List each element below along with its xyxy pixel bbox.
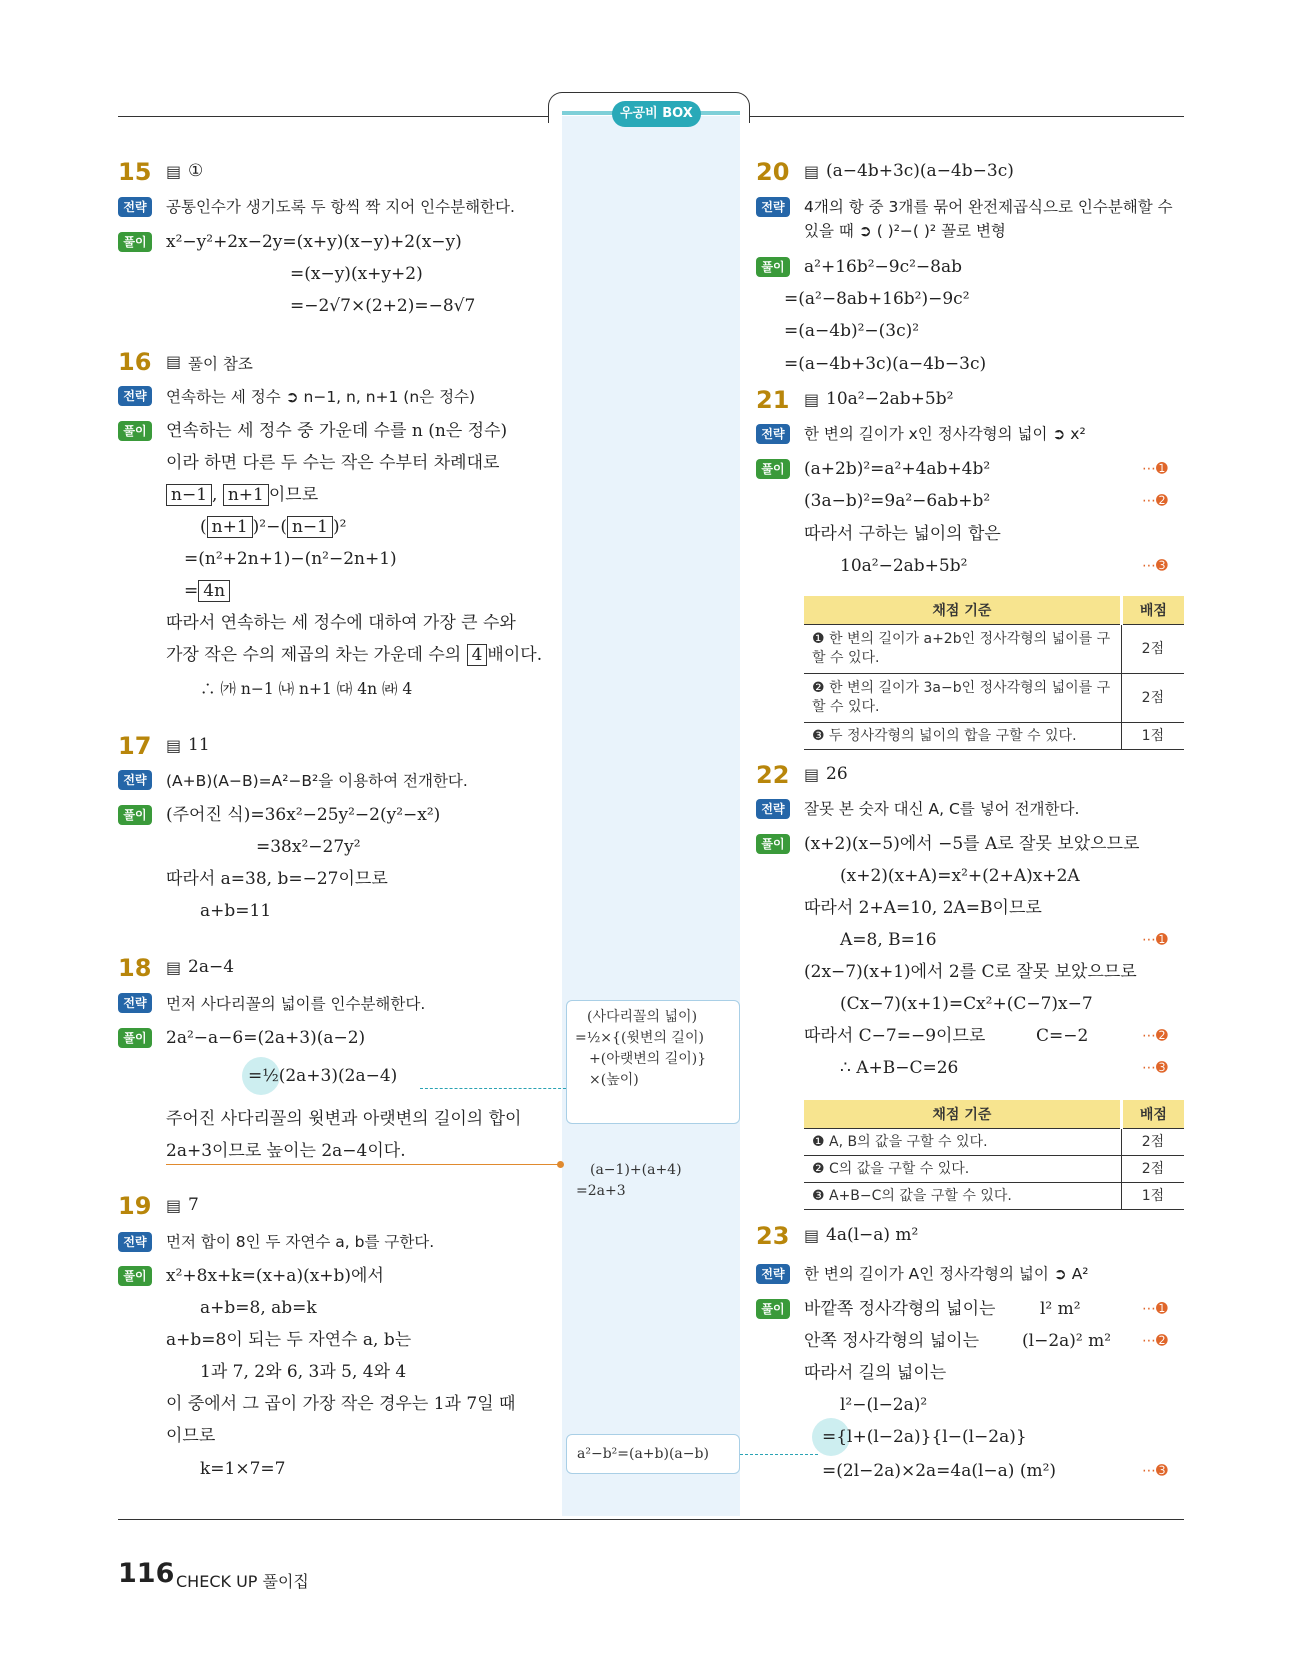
solution-tag: 풀이 [756,1299,790,1319]
q23-line-4: (l−2a)² m² [1022,1331,1112,1351]
strategy-20-line-1: 4개의 항 중 3개를 묶어 완전제곱식으로 인수분해할 수 [804,198,1173,216]
answer-19: 7 [188,1195,199,1215]
step-marker-2: ⋯➋ [1142,493,1168,509]
q16-conclusion: ∴ ㈎ n−1 ㈏ n+1 ㈐ 4n ㈑ 4 [200,680,413,698]
table-cell-criteria: ❷ 한 변의 길이가 3a−b인 정사각형의 넓이를 구할 수 있다. [804,674,1121,723]
q19-line-2: a+b=8, ab=k [200,1298,317,1318]
strategy-21: 한 변의 길이가 x인 정사각형의 넓이 ➲ x² [804,425,1086,443]
sidenote-line: =2a+3 [576,1183,626,1199]
q19-line-1: x²+8x+k=(x+a)(x+b)에서 [166,1266,384,1286]
blank-box: n−1 [166,484,212,506]
sidenote-difference-of-squares: a²−b²=(a+b)(a−b) [566,1434,740,1474]
q23-line-5: 따라서 길의 넓이는 [804,1363,947,1383]
strategy-tag: 전략 [756,424,790,444]
strategy-tag: 전략 [756,799,790,819]
scoring-table-21 [804,596,1184,750]
q21-line-4: 10a²−2ab+5b² [840,556,968,576]
solution-tag: 풀이 [118,1028,152,1048]
q17-line-1: (주어진 식)=36x²−25y²−2(y²−x²) [166,805,441,825]
table-header-points: 배점 [1121,1100,1184,1129]
footer-title: CHECK UP 풀이집 [176,1572,309,1591]
table-cell-points: 1점 [1121,723,1184,750]
q17-line-2: =38x²−27y² [256,837,361,857]
question-number-23: 23 [756,1222,790,1250]
table-header-criteria: 채점 기준 [804,596,1121,625]
q20-line-2: =(a²−8ab+16b²)−9c² [784,289,970,309]
sidenote-line: ×(높이) [589,1072,639,1088]
q19-line-6: 이므로 [166,1426,216,1446]
solution-tag: 풀이 [118,805,152,825]
q15-line-2: =(x−y)(x+y+2) [290,264,423,284]
q16-line-3: n−1 , n+1 이므로 [166,484,318,506]
q23-line-8: =(2l−2a)×2a=4a(l−a) (m²) [822,1461,1057,1481]
strategy-tag: 전략 [118,386,152,406]
strategy-22: 잘못 본 숫자 대신 A, C를 넣어 전개한다. [804,800,1080,818]
step-marker-1: ⋯➊ [1142,461,1168,477]
q23-line-6: l²−(l−2a)² [840,1395,928,1415]
table-cell-points: 1점 [1121,1183,1184,1210]
q20-line-3: =(a−4b)²−(3c)² [784,321,920,341]
box-label: 우공비 BOX [612,101,701,127]
answer-mark-icon: ▤ [166,736,182,755]
table-row [804,625,1184,674]
question-number-16: 16 [118,348,152,376]
table-row [804,674,1184,723]
table-header-criteria: 채점 기준 [804,1100,1121,1129]
orange-connector [166,1164,562,1165]
answer-22: 26 [826,764,848,784]
question-number-20: 20 [756,158,790,186]
answer-mark-icon: ▤ [804,1226,820,1245]
answer-mark-icon: ▤ [166,352,182,371]
step-marker-3: ⋯➌ [1142,558,1168,574]
table-cell-criteria: ❷ C의 값을 구할 수 있다. [804,1156,1121,1183]
sidenote-line: (사다리꼴의 넓이) [587,1009,698,1025]
strategy-16: 연속하는 세 정수 ➲ n−1, n, n+1 (n은 정수) [166,388,476,406]
answer-21: 10a²−2ab+5b² [826,389,954,409]
q16-line-5: =(n²+2n+1)−(n²−2n+1) [184,549,397,569]
table-row [804,723,1184,750]
q16-line-1: 연속하는 세 정수 중 가운데 수를 n (n은 정수) [166,421,508,441]
dashed-connector [740,1454,818,1455]
answer-16: 풀이 참조 [188,355,253,373]
table-header-points: 배점 [1121,596,1184,625]
q20-line-1: a²+16b²−9c²−8ab [804,257,962,277]
strategy-tag: 전략 [756,1264,790,1284]
blank-box: 4 [467,644,488,666]
sidenote-trapezoid [566,1000,740,1124]
q21-line-3: 따라서 구하는 넓이의 합은 [804,524,1001,544]
q22-line-3: 따라서 2+A=10, 2A=B이므로 [804,898,1042,918]
table-cell-criteria: ❸ 두 정사각형의 넓이의 합을 구할 수 있다. [804,723,1121,750]
strategy-tag: 전략 [118,993,152,1013]
question-number-19: 19 [118,1192,152,1220]
answer-23: 4a(l−a) m² [826,1225,919,1245]
answer-15: ① [188,161,204,181]
table-cell-points: 2점 [1121,625,1184,674]
q19-line-7: k=1×7=7 [200,1459,286,1479]
q21-line-2: (3a−b)²=9a²−6ab+b² [804,491,991,511]
q22-line-2: (x+2)(x+A)=x²+(2+A)x+2A [840,866,1080,886]
answer-18: 2a−4 [188,957,235,977]
table-cell-points: 2점 [1121,1129,1184,1156]
sidenote-line: =½×{(윗변의 길이) [575,1030,704,1046]
q19-line-3: a+b=8이 되는 두 자연수 a, b는 [166,1330,412,1350]
solution-tag: 풀이 [756,257,790,277]
q20-line-4: =(a−4b+3c)(a−4b−3c) [784,354,987,374]
blank-box: n+1 [223,484,269,506]
answer-mark-icon: ▤ [804,390,820,409]
q22-line-6: (Cx−7)(x+1)=Cx²+(C−7)x−7 [840,994,1093,1014]
sidenote-line: (a−1)+(a+4) [590,1162,682,1178]
table-cell-criteria: ❶ 한 변의 길이가 a+2b인 정사각형의 넓이를 구할 수 있다. [804,625,1121,674]
answer-17: 11 [188,735,210,755]
answer-mark-icon: ▤ [166,1196,182,1215]
q22-line-7: 따라서 C−7=−9이므로 [804,1026,986,1046]
q16-line-6: = 4n [184,580,230,602]
blank-box: n+1 [207,516,253,538]
strategy-23: 한 변의 길이가 A인 정사각형의 넓이 ➲ A² [804,1265,1089,1283]
step-marker-2: ⋯➋ [1142,1333,1168,1349]
q22-line-1: (x+2)(x−5)에서 −5를 A로 잘못 보았으므로 [804,834,1140,854]
header-rule-right [746,116,1184,117]
footer-rule [118,1519,1184,1520]
step-marker-2: ⋯➋ [1142,1028,1168,1044]
table-row [804,1156,1184,1183]
answer-mark-icon: ▤ [166,958,182,977]
solution-tag: 풀이 [756,459,790,479]
q19-line-4: 1과 7, 2와 6, 3과 5, 4와 4 [200,1362,407,1382]
q15-line-3: =−2√7×(2+2)=−8√7 [290,296,476,316]
q22-line-8: C=−2 [1036,1026,1089,1046]
q18-line-4: 2a+3이므로 높이는 2a−4이다. [166,1141,406,1161]
table-cell-criteria: ❶ A, B의 값을 구할 수 있다. [804,1129,1121,1156]
step-marker-1: ⋯➊ [1142,1301,1168,1317]
solution-tag: 풀이 [118,232,152,252]
dashed-connector [420,1088,566,1089]
q18-line-2: =½(2a+3)(2a−4) [248,1066,398,1086]
q23-line-3: 안쪽 정사각형의 넓이는 [804,1331,980,1351]
table-row [804,1129,1184,1156]
answer-mark-icon: ▤ [804,765,820,784]
strategy-tag: 전략 [756,197,790,217]
scoring-table-22 [804,1100,1184,1210]
q19-line-5: 이 중에서 그 곱이 가장 작은 경우는 1과 7일 때 [166,1394,516,1414]
solution-tag: 풀이 [756,834,790,854]
strategy-18: 먼저 사다리꼴의 넓이를 인수분해한다. [166,995,426,1013]
step-marker-1: ⋯➊ [1142,932,1168,948]
q21-line-1: (a+2b)²=a²+4ab+4b² [804,459,991,479]
strategy-tag: 전략 [118,1232,152,1252]
question-number-15: 15 [118,158,152,186]
strategy-17: (A+B)(A−B)=A²−B²을 이용하여 전개한다. [166,772,468,790]
q15-line-1: x²−y²+2x−2y=(x+y)(x−y)+2(x−y) [166,232,462,252]
step-marker-3: ⋯➌ [1142,1463,1168,1479]
page-number: 116 [118,1558,175,1589]
q22-line-5: (2x−7)(x+1)에서 2를 C로 잘못 보았으므로 [804,962,1137,982]
q16-line-4: ( n+1 )²−( n−1 )² [200,517,347,537]
strategy-15: 공통인수가 생기도록 두 항씩 짝 지어 인수분해한다. [166,198,515,216]
q22-line-9: ∴ A+B−C=26 [840,1058,959,1078]
answer-mark-icon: ▤ [166,162,182,181]
table-cell-points: 2점 [1121,674,1184,723]
header-rule-left [118,116,550,117]
question-number-22: 22 [756,761,790,789]
table-cell-criteria: ❸ A+B−C의 값을 구할 수 있다. [804,1183,1121,1210]
q23-line-2: l² m² [1040,1299,1081,1319]
blank-box: n−1 [287,516,333,538]
solution-tag: 풀이 [118,1266,152,1286]
answer-20: (a−4b+3c)(a−4b−3c) [826,161,1014,181]
q23-line-1: 바깥쪽 정사각형의 넓이는 [804,1299,996,1319]
table-cell-points: 2점 [1121,1156,1184,1183]
q17-line-3: 따라서 a=38, b=−27이므로 [166,869,388,889]
q16-line-8: 가장 작은 수의 제곱의 차는 가운데 수의 4 배이다. [166,645,543,665]
strategy-tag: 전략 [118,770,152,790]
blank-box: 4n [198,580,230,602]
strategy-20-line-2: 있을 때 ➲ ( )²−( )² 꼴로 변형 [804,222,1006,240]
question-number-21: 21 [756,386,790,414]
answer-mark-icon: ▤ [804,162,820,181]
question-number-17: 17 [118,732,152,760]
table-row [804,1183,1184,1210]
q16-line-2: 이라 하면 다른 두 수는 작은 수부터 차례대로 [166,453,500,473]
strategy-tag: 전략 [118,197,152,217]
q17-line-4: a+b=11 [200,901,272,921]
sidenote-sum [576,1160,682,1202]
side-column [562,116,740,1516]
connector-dot [557,1161,564,1168]
q18-line-3: 주어진 사다리꼴의 윗변과 아랫변의 길이의 합이 [166,1109,522,1129]
q23-line-7: ={l+(l−2a)}{l−(l−2a)} [822,1427,1027,1447]
sidenote-line: +(아랫변의 길이)} [589,1051,707,1067]
strategy-19: 먼저 합이 8인 두 자연수 a, b를 구한다. [166,1233,435,1251]
q16-line-7: 따라서 연속하는 세 정수에 대하여 가장 큰 수와 [166,613,516,633]
step-marker-3: ⋯➌ [1142,1060,1168,1076]
q22-line-4: A=8, B=16 [840,930,937,950]
question-number-18: 18 [118,954,152,982]
solution-tag: 풀이 [118,421,152,441]
q18-line-1: 2a²−a−6=(2a+3)(a−2) [166,1028,366,1048]
